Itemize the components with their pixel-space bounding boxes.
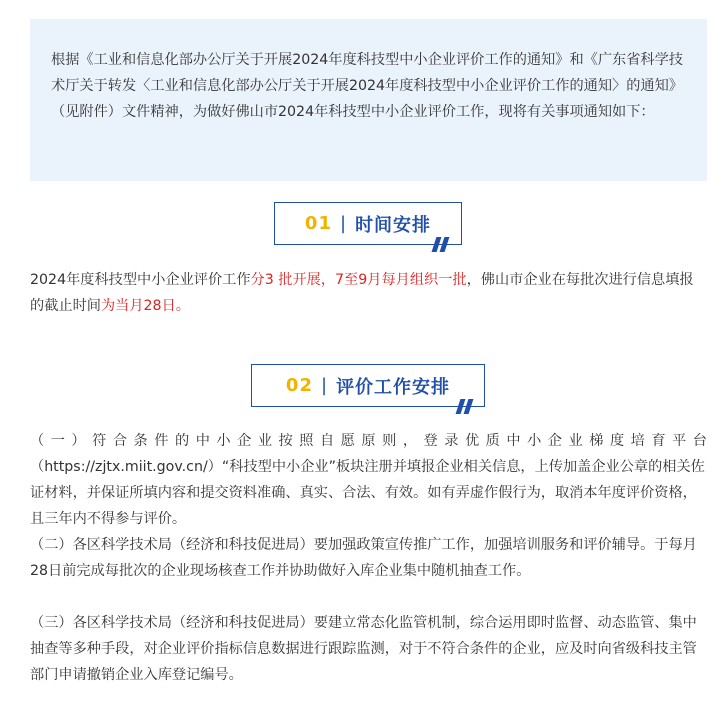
schedule-text: 2024年度科技型中小企业评价工作 [30,272,251,288]
arrangement-item-3-text: （三）各区科学技术局（经济和科技促进局）要建立常态化监管机制，综合运用即时监督、动态监管、集中抽查等多种手段，对企业评价指标信息数据进行跟踪监测，对于不符合条件的企业，应及时向省级科技主管部门申请撤销企业入库登记编号。 [30,615,697,683]
section-title-arrangement [251,364,485,407]
section-title-text: 评价工作安排 [336,376,451,398]
section-divider: | [320,375,329,396]
section-title-text: 时间安排 [355,214,432,236]
schedule-paragraph [30,267,707,319]
arrangement-item-1-rest: （https://zjtx.miit.gov.cn/）“科技型中小企业”板块注册并填报企业相关信息，上传加盖企业公章的相关佐证材料，并保证所填内容和提交资料准确、真实、合法、有效。如有弄虚作假行为，取消本年度评价资格，且三年内不得参与评价。 [30,459,705,527]
arrangement-item-3 [30,610,707,688]
arrangement-item-1 [30,428,707,532]
slash-decoration [434,237,447,252]
intro-text: 根据《工业和信息化部办公厅关于开展2024年度科技型中小企业评价工作的通知》和《广东省科学技术厅关于转发〈工业和信息化部办公厅关于开展2024年度科技型中小企业评价工作的通知〉的通知》（见附件）文件精神，为做好佛山市2024年科技型中小企业评价工作，现将有关事项通知如下： [51,52,683,120]
arrangement-item-1-line1: （一）符合条件的中小企业按照自愿原则，登录优质中小企业梯度培育平台 [30,433,707,449]
schedule-highlight-batches: 分3 批开展，7至9月每月组织一批 [250,272,467,288]
arrangement-item-2-text: （二）各区科学技术局（经济和科技促进局）要加强政策宣传推广工作，加强培训服务和评价辅导。于每月28日前完成每批次的企业现场核查工作并协助做好入库企业集中随机抽查工作。 [30,537,697,579]
section-divider: | [339,213,348,234]
slash-decoration [458,399,471,414]
intro-box [30,19,707,181]
schedule-text-deadline: ，佛山市企业在每批次进行信息填报的截止时间 [30,272,694,314]
section-number: 01 [304,213,332,234]
schedule-highlight-date: 为当月28日。 [100,298,190,314]
arrangement-item-2 [30,532,707,584]
section-number: 02 [285,375,313,396]
